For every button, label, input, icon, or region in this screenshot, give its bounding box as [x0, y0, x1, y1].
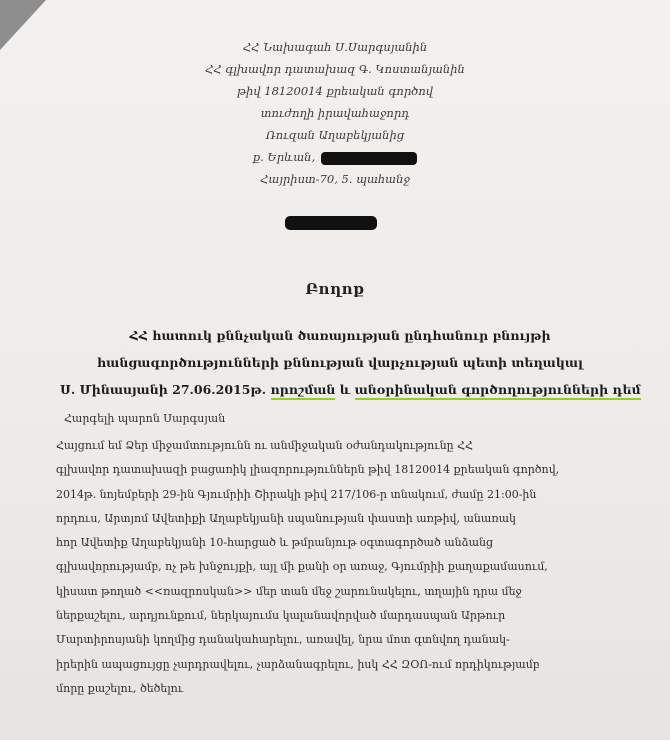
addressee-line: տուժողի իրավահաջորդ [260, 106, 410, 120]
addressee-block [150, 36, 520, 190]
body-line: Մարտիրոսյանի կողմից դանակահարելու, առավել, նրա մոտ գտնվող դանակ- [56, 633, 510, 647]
body-line: կիսատ թողած <<ռազրոսկան>> մեր տան մեջ շարունակելու, տղային դրա մեջ [56, 584, 522, 598]
subject-conjunction: և [339, 382, 351, 397]
subject-line [60, 376, 641, 403]
body-line: որդուս, Արտյոմ Ավետիքի Աղաբեկյանի սպանության փաստի առթիվ, անառակ [56, 511, 516, 525]
body-line: հոր Ավետիք Աղաբեկյանի 10-հարցած և թմրանյութ օգտագործած անձանց [56, 536, 494, 550]
body-line: Հայցում եմ Ձեր միջամտությունն ու անմիջական օժանդակությունը ՀՀ [56, 439, 473, 452]
body-line: գլխավոր դատախազի բացառիկ լիազորություններն թիվ 18120014 քրեական գործով, [56, 463, 560, 477]
folded-corner [0, 0, 46, 50]
salutation: Հարգելի պարոն Սարգսյան [64, 412, 226, 425]
addressee-line: ՀՀ Նախագահ Ս.Սարգսյանին [242, 40, 428, 54]
sender-city: ք. Երևան, [252, 150, 316, 164]
sender-name: Ռուզան Աղաբեկյանից [265, 128, 405, 142]
body-line: ներքաշելու, արդյունքում, ներկայումս կալանավորված մարդասպան Արթուր [56, 609, 506, 623]
subject-prefix: Ս. Մինասյանի 27.06.2015թ. [60, 382, 267, 397]
body-line: 2014թ. նոյեմբերի 29-ին Գյումրիի Շիրակի թիվ 217/106-ր տնակում, ժամը 21:00-ին [56, 487, 537, 501]
subject-line: ՀՀ հատուկ քննչական ծառայության ընդհանուր բնույթի [129, 328, 551, 343]
sender-address [150, 146, 520, 168]
redaction-bar [321, 152, 417, 165]
redaction-bar [285, 216, 377, 230]
letter-body [56, 434, 636, 701]
addressee-line: թիվ 18120014 քրեական գործով [236, 84, 434, 98]
body-line: իրերին ապացույցը չարդրավելու, չարձանագրելու, իսկ ՀՀ ԶՕՈ-ում որդիկությամբ [56, 657, 540, 671]
sender-address-line2: Հայրիստ-70, 5. պահանջ [260, 172, 410, 186]
body-line: գլխավորությամբ, ոչ թե խնջույքի, այլ մի քանի օր առաջ, Գյումրիի քաղաքամասում, [56, 560, 548, 574]
document-title: Բողոք [305, 280, 365, 298]
addressee-line: ՀՀ գլխավոր դատախազ Գ. Կոստանյանին [205, 62, 465, 76]
body-line: մորը քաշելու, ծեծելու [56, 681, 184, 695]
underlined-actions: անօրինական գործողությունների դեմ [355, 382, 641, 400]
complaint-subject [60, 322, 641, 403]
subject-line: հանցագործությունների քննության վարչության պետի տեղակալ [96, 355, 584, 370]
underlined-decision: որոշման [271, 382, 336, 400]
